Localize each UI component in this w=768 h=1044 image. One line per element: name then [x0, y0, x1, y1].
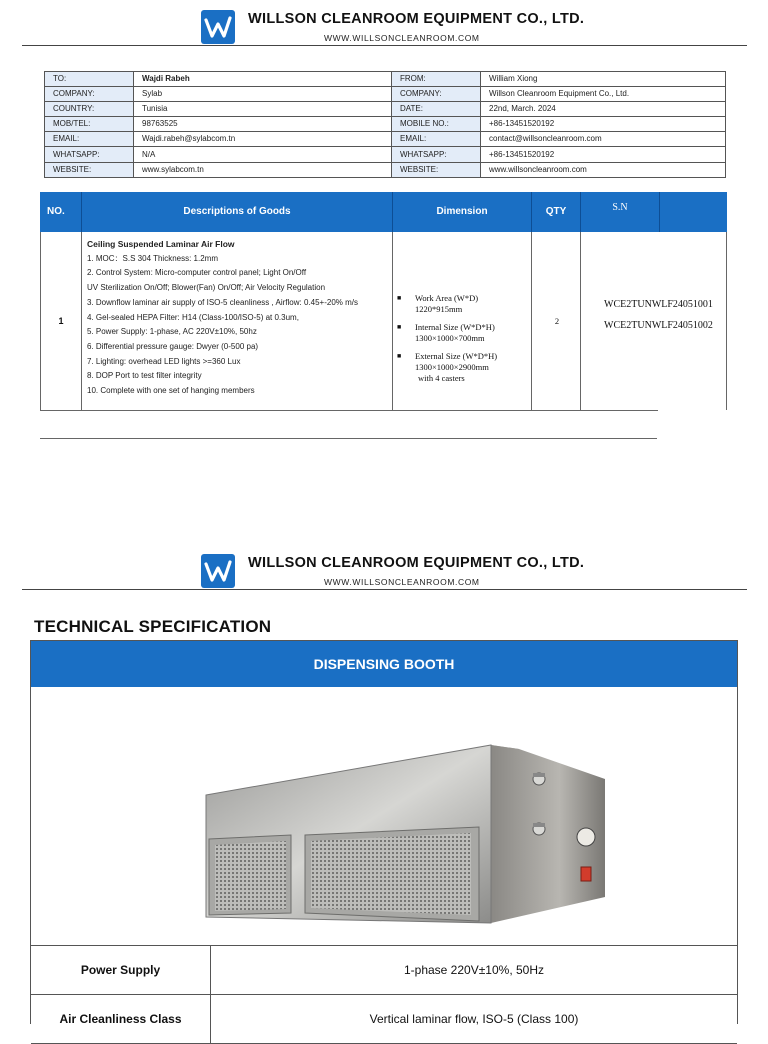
dimension-label: ■ External Size (W*D*H)	[415, 351, 498, 361]
letterhead-rule	[22, 589, 747, 590]
product-band-title: DISPENSING BOOTH	[31, 641, 737, 687]
spec-line: 2. Control System: Micro-computer control panel; Light On/Off	[87, 268, 307, 278]
info-row	[45, 102, 726, 117]
company-logo-icon	[201, 554, 235, 588]
seller-company-label: COMPANY:	[392, 87, 481, 102]
dimension-value: 1300×1000×2900mm	[415, 362, 489, 372]
info-row	[45, 72, 726, 87]
dimension-item	[397, 322, 532, 344]
company-value: Sylab	[134, 87, 392, 102]
dimension-label: ■ Work Area (W*D)	[415, 293, 479, 303]
to-value: Wajdi Rabeh	[134, 72, 392, 87]
company-name: WILLSON CLEANROOM EQUIPMENT CO., LTD.	[248, 11, 585, 27]
mobile-label: MOBILE NO.:	[392, 117, 481, 132]
serial-number: WCE2TUNWLF24051001	[604, 299, 713, 310]
letterhead-top	[0, 0, 768, 46]
product-image-cell	[31, 687, 737, 946]
dimension-note: with 4 casters	[418, 373, 465, 383]
company-logo-icon	[201, 10, 235, 44]
from-label: FROM:	[392, 72, 481, 87]
company-label: COMPANY:	[45, 87, 134, 102]
letterhead-page2	[0, 544, 768, 590]
header-divider	[659, 192, 660, 232]
mobile-value: +86-13451520192	[481, 117, 726, 132]
spec-line: UV Sterilization On/Off; Blower(Fan) On/Off; Air Velocity Regulation	[87, 283, 326, 293]
dimension-item	[397, 293, 532, 315]
seller-company-value: Willson Cleanroom Equipment Co., Ltd.	[481, 87, 726, 102]
spec-line: 4. Gel-sealed HEPA Filter: H14 (Class-100/ISO-5) at 0.3um,	[87, 312, 299, 322]
dimension-value: 1220*915mm	[415, 304, 463, 314]
row-line	[40, 438, 657, 439]
email-value: Wajdi.rabeh@sylabcom.tn	[134, 132, 392, 147]
company-name: WILLSON CLEANROOM EQUIPMENT CO., LTD.	[248, 555, 585, 571]
country-label: COUNTRY:	[45, 102, 134, 117]
dimension-list	[397, 293, 532, 391]
info-row	[45, 117, 726, 132]
goods-description	[87, 237, 392, 399]
seller-email-value: contact@willsoncleanroom.com	[481, 132, 726, 147]
date-value: 22nd, March. 2024	[481, 102, 726, 117]
serial-number: WCE2TUNWLF24051002	[604, 320, 713, 331]
spec-row	[31, 995, 737, 1044]
company-website: WWW.WILLSONCLEANROOM.COM	[324, 577, 480, 587]
goods-table-header	[40, 192, 727, 232]
info-row	[45, 162, 726, 177]
dimension-value: 1300×1000×700mm	[415, 333, 485, 343]
tel-value: 98763525	[134, 117, 392, 132]
whatsapp-value: N/A	[134, 147, 392, 162]
contact-info-table	[44, 71, 726, 178]
serial-numbers	[582, 294, 735, 336]
from-value: William Xiong	[481, 72, 726, 87]
spec-value: 1-phase 220V±10%, 50Hz	[403, 963, 544, 977]
info-row	[45, 132, 726, 147]
quantity-value: 2	[554, 316, 560, 326]
spec-table	[30, 640, 738, 1024]
info-row	[45, 87, 726, 102]
spec-line: 5. Power Supply: 1-phase, AC 220V±10%, 50hz	[87, 327, 257, 337]
header-dimension: Dimension	[436, 206, 488, 217]
spec-line: 1. MOC：S.S 304 Thickness: 1.2mm	[87, 253, 219, 263]
row-number: 1	[58, 316, 64, 326]
spec-row	[31, 946, 737, 995]
dispensing-booth-image	[31, 687, 737, 945]
dimension-label: ■ Internal Size (W*D*H)	[415, 322, 495, 332]
spec-line: 3. Downflow laminar air supply of ISO-5 cleanliness , Airflow: 0.45+-20% m/s	[87, 297, 359, 307]
letterhead-rule	[22, 45, 747, 46]
country-value: Tunisia	[134, 102, 392, 117]
info-row	[45, 147, 726, 162]
company-website: WWW.WILLSONCLEANROOM.COM	[324, 33, 480, 43]
whatsapp-label: WHATSAPP:	[45, 147, 134, 162]
header-no: NO.	[47, 206, 65, 217]
spec-key: Air Cleanliness Class	[31, 995, 211, 1043]
seller-whatsapp-label: WHATSAPP:	[392, 147, 481, 162]
email-label: EMAIL:	[45, 132, 134, 147]
spec-value: Vertical laminar flow, ISO-5 (Class 100)	[369, 1012, 579, 1026]
seller-website-value: www.willsoncleanroom.com	[481, 162, 726, 177]
seller-website-label: WEBSITE:	[392, 162, 481, 177]
header-sn: S.N	[612, 202, 628, 213]
date-label: DATE:	[392, 102, 481, 117]
product-title: Ceiling Suspended Laminar Air Flow	[87, 239, 235, 249]
spec-line: 7. Lighting: overhead LED lights >=360 Lux	[87, 356, 241, 366]
website-value: www.sylabcom.tn	[134, 162, 392, 177]
website-label: WEBSITE:	[45, 162, 134, 177]
col-line	[392, 232, 393, 410]
seller-whatsapp-value: +86-13451520192	[481, 147, 726, 162]
dimension-item	[397, 351, 532, 384]
spec-line: 8. DOP Port to test filter integrity	[87, 371, 202, 381]
to-label: TO:	[45, 72, 134, 87]
tel-label: MOB/TEL:	[45, 117, 134, 132]
seller-email-label: EMAIL:	[392, 132, 481, 147]
spec-key: Power Supply	[31, 946, 211, 994]
technical-spec-title: TECHNICAL SPECIFICATION	[34, 617, 272, 636]
spec-line: 6. Differential pressure gauge: Dwyer (0-500 pa)	[87, 341, 259, 351]
header-description: Descriptions of Goods	[183, 206, 291, 217]
header-qty: QTY	[545, 206, 567, 217]
spec-line: 10. Complete with one set of hanging members	[87, 386, 255, 396]
